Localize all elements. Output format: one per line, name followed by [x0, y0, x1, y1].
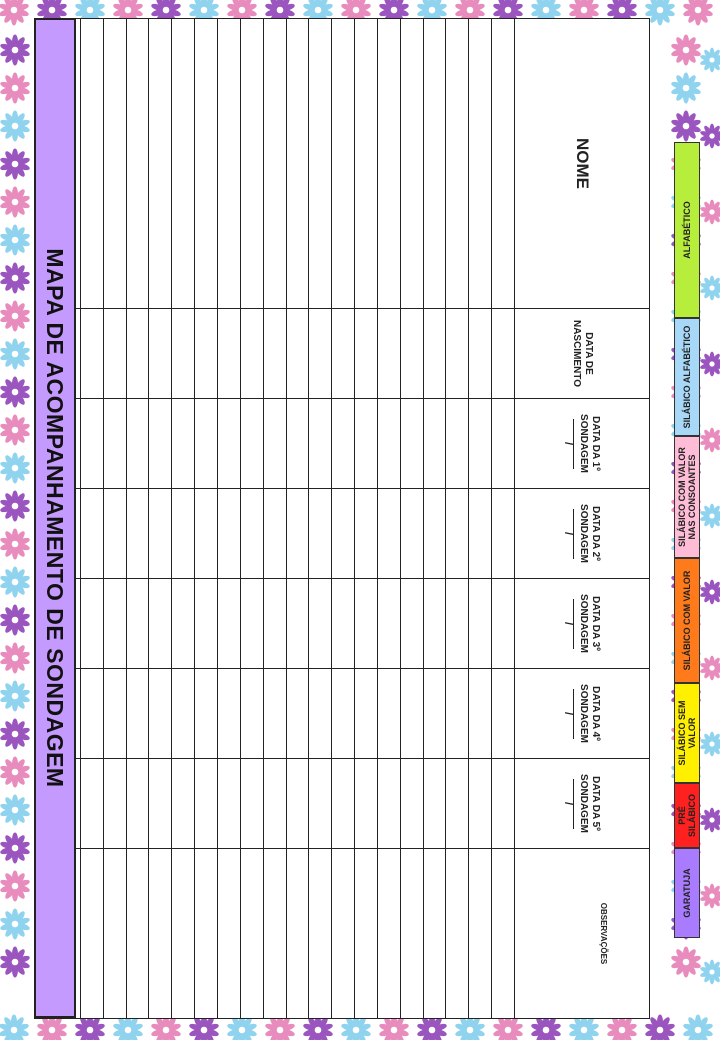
table-cell[interactable] — [149, 309, 172, 399]
page-title: MAPA DE ACOMPANHAMENTO DE SONDAGEM — [42, 248, 69, 788]
legend-item — [674, 142, 700, 318]
table-cell[interactable] — [446, 849, 469, 1019]
daisy-flower-icon — [670, 35, 701, 66]
table-cell[interactable] — [355, 399, 378, 489]
table-cell[interactable] — [149, 399, 172, 489]
date-slash: / — [563, 419, 575, 469]
header-birth-date — [515, 309, 650, 399]
table-row — [126, 19, 149, 1019]
table-cell[interactable] — [377, 669, 400, 759]
table-cell[interactable] — [195, 19, 218, 309]
table-cell[interactable] — [172, 669, 195, 759]
table-cell[interactable] — [103, 399, 126, 489]
table-cell[interactable] — [195, 849, 218, 1019]
table-cell[interactable] — [309, 309, 332, 399]
table-cell[interactable] — [355, 849, 378, 1019]
daisy-flower-icon — [700, 124, 720, 149]
table-cell[interactable] — [172, 19, 195, 309]
table-cell[interactable] — [126, 399, 149, 489]
table-cell[interactable] — [263, 669, 286, 759]
table-cell[interactable] — [423, 489, 446, 579]
table-cell[interactable] — [377, 849, 400, 1019]
table-cell[interactable] — [309, 669, 332, 759]
daisy-flower-icon — [0, 377, 31, 408]
daisy-flower-icon — [700, 504, 720, 529]
header-name: NOME — [515, 19, 650, 309]
tracking-table — [34, 18, 650, 1019]
table-cell[interactable] — [218, 399, 241, 489]
daisy-flower-icon — [700, 656, 720, 681]
table-row — [286, 19, 309, 1019]
table-cell[interactable] — [377, 19, 400, 309]
daisy-flower-icon — [0, 225, 31, 256]
legend-item-label: SILÁBICO SEM VALOR — [677, 700, 697, 766]
daisy-flower-icon — [0, 35, 31, 66]
table-row — [103, 19, 126, 1019]
table-cell[interactable] — [469, 669, 492, 759]
daisy-flower-icon — [700, 352, 720, 377]
table-cell[interactable] — [80, 489, 103, 579]
daisy-flower-icon — [682, 0, 713, 25]
table-cell[interactable] — [172, 759, 195, 849]
table-cell[interactable] — [126, 489, 149, 579]
table-row — [332, 19, 355, 1019]
table-cell[interactable] — [195, 579, 218, 669]
table-cell[interactable] — [240, 669, 263, 759]
table-cell[interactable] — [126, 849, 149, 1019]
table-cell[interactable] — [309, 399, 332, 489]
table-cell[interactable] — [469, 19, 492, 309]
table-cell[interactable] — [492, 19, 515, 309]
daisy-flower-icon — [670, 73, 701, 104]
table-cell[interactable] — [332, 309, 355, 399]
table-cell[interactable] — [80, 669, 103, 759]
table-cell[interactable] — [469, 849, 492, 1019]
table-cell[interactable] — [446, 489, 469, 579]
header-probe-3-label: DATA DA 3º SONDAGEM — [578, 594, 602, 653]
daisy-flower-icon — [0, 415, 31, 446]
table-cell[interactable] — [149, 19, 172, 309]
table-row — [218, 19, 241, 1019]
table-cell[interactable] — [400, 759, 423, 849]
table-cell[interactable] — [126, 579, 149, 669]
legend-row — [674, 142, 700, 938]
table-cell[interactable] — [332, 579, 355, 669]
table-cell[interactable] — [218, 759, 241, 849]
table-cell[interactable] — [103, 579, 126, 669]
table-cell[interactable] — [103, 309, 126, 399]
table-cell[interactable] — [377, 399, 400, 489]
table-cell[interactable] — [423, 759, 446, 849]
table-cell[interactable] — [286, 309, 309, 399]
table-row — [355, 19, 378, 1019]
table-cell[interactable] — [286, 759, 309, 849]
table-cell[interactable] — [400, 579, 423, 669]
table-cell[interactable] — [355, 309, 378, 399]
daisy-flower-icon — [0, 947, 31, 978]
table-cell[interactable] — [240, 489, 263, 579]
table-cell[interactable] — [423, 309, 446, 399]
table-cell[interactable] — [263, 759, 286, 849]
header-probe-4 — [515, 669, 650, 759]
table-cell[interactable] — [423, 579, 446, 669]
daisy-flower-icon — [0, 73, 31, 104]
table-cell[interactable] — [446, 19, 469, 309]
legend-item-label: GARATUJA — [682, 868, 692, 918]
table-cell[interactable] — [80, 759, 103, 849]
table-cell[interactable] — [446, 399, 469, 489]
table-cell[interactable] — [126, 759, 149, 849]
header-probe-2 — [515, 489, 650, 579]
table-row — [423, 19, 446, 1019]
table-cell[interactable] — [103, 489, 126, 579]
table-cell[interactable] — [332, 399, 355, 489]
header-probe-2-label: DATA DA 2º SONDAGEM — [578, 504, 602, 563]
table-cell[interactable] — [103, 669, 126, 759]
legend-item — [674, 783, 700, 848]
table-cell[interactable] — [149, 489, 172, 579]
table-cell[interactable] — [332, 669, 355, 759]
daisy-flower-icon — [700, 276, 720, 301]
table-cell[interactable] — [309, 759, 332, 849]
sondagem-sheet — [34, 18, 650, 1018]
title-bar — [34, 18, 76, 1018]
table-cell[interactable] — [469, 759, 492, 849]
table-cell[interactable] — [446, 669, 469, 759]
table-cell[interactable] — [492, 489, 515, 579]
table-cell[interactable] — [172, 849, 195, 1019]
legend-item-label: SILÁBICO ALFABÉTICO — [682, 325, 692, 429]
table-cell[interactable] — [355, 489, 378, 579]
table-cell[interactable] — [309, 19, 332, 309]
table-cell[interactable] — [195, 669, 218, 759]
table-cell[interactable] — [195, 399, 218, 489]
table-cell[interactable] — [263, 849, 286, 1019]
table-cell[interactable] — [240, 579, 263, 669]
daisy-flower-icon — [0, 757, 31, 788]
table-row — [195, 19, 218, 1019]
daisy-flower-icon — [670, 111, 701, 142]
table-cell[interactable] — [263, 309, 286, 399]
table-cell[interactable] — [355, 19, 378, 309]
table-cell[interactable] — [469, 309, 492, 399]
table-cell[interactable] — [218, 19, 241, 309]
table-cell[interactable] — [400, 669, 423, 759]
table-cell[interactable] — [80, 399, 103, 489]
daisy-flower-icon — [0, 263, 31, 294]
table-cell[interactable] — [492, 669, 515, 759]
table-cell[interactable] — [400, 19, 423, 309]
table-cell[interactable] — [103, 19, 126, 309]
legend-item — [674, 848, 700, 938]
legend-item-label: PRÉ SILÁBICO — [677, 794, 697, 838]
table-cell[interactable] — [240, 399, 263, 489]
table-row — [263, 19, 286, 1019]
table-cell[interactable] — [400, 489, 423, 579]
table-cell[interactable] — [218, 489, 241, 579]
table-cell[interactable] — [126, 669, 149, 759]
daisy-flower-icon — [700, 808, 720, 833]
table-cell[interactable] — [263, 579, 286, 669]
table-row — [309, 19, 332, 1019]
table-row — [80, 19, 103, 1019]
daisy-flower-icon — [700, 884, 720, 909]
daisy-flower-icon — [0, 681, 31, 712]
table-cell[interactable] — [286, 489, 309, 579]
daisy-flower-icon — [0, 719, 31, 750]
daisy-flower-icon — [0, 187, 31, 218]
header-probe-1 — [515, 399, 650, 489]
table-cell[interactable] — [218, 849, 241, 1019]
table-cell[interactable] — [332, 489, 355, 579]
table-cell[interactable] — [103, 849, 126, 1019]
table-cell[interactable] — [126, 19, 149, 309]
table-cell[interactable] — [492, 399, 515, 489]
table-cell[interactable] — [492, 579, 515, 669]
table-cell[interactable] — [309, 489, 332, 579]
daisy-flower-icon — [700, 732, 720, 757]
table-row — [377, 19, 400, 1019]
table-cell[interactable] — [446, 309, 469, 399]
date-slash: / — [563, 599, 575, 649]
daisy-flower-icon — [0, 301, 31, 332]
daisy-flower-icon — [0, 529, 31, 560]
table-cell[interactable] — [103, 759, 126, 849]
table-cell[interactable] — [400, 309, 423, 399]
daisy-flower-icon — [0, 643, 31, 674]
table-row — [240, 19, 263, 1019]
daisy-flower-icon — [0, 795, 31, 826]
table-row — [400, 19, 423, 1019]
daisy-flower-icon — [700, 580, 720, 605]
table-row — [492, 19, 515, 1019]
table-cell[interactable] — [309, 849, 332, 1019]
legend-item-label: SILÁBICO COM VALOR NAS CONSOANTES — [677, 447, 697, 547]
daisy-flower-icon — [0, 0, 30, 25]
table-cell[interactable] — [469, 489, 492, 579]
date-slash: / — [563, 779, 575, 829]
legend-item — [674, 318, 700, 436]
header-observations: OBSERVAÇÕES — [515, 849, 650, 1019]
daisy-flower-icon — [0, 567, 31, 598]
table-cell[interactable] — [218, 309, 241, 399]
daisy-flower-icon — [0, 909, 31, 940]
table-cell[interactable] — [355, 759, 378, 849]
daisy-flower-icon — [700, 200, 720, 225]
legend-item-label: ALFABÉTICO — [682, 201, 692, 259]
table-cell[interactable] — [423, 19, 446, 309]
table-cell[interactable] — [195, 759, 218, 849]
table-cell[interactable] — [240, 759, 263, 849]
header-probe-1-label: DATA DA 1º SONDAGEM — [578, 414, 602, 473]
table-cell[interactable] — [80, 309, 103, 399]
table-cell[interactable] — [332, 759, 355, 849]
table-cell[interactable] — [377, 309, 400, 399]
table-cell[interactable] — [423, 849, 446, 1019]
legend-item — [674, 436, 700, 558]
table-row — [149, 19, 172, 1019]
table-cell[interactable] — [195, 489, 218, 579]
table-cell[interactable] — [286, 19, 309, 309]
header-probe-5 — [515, 759, 650, 849]
table-cell[interactable] — [172, 399, 195, 489]
daisy-flower-icon — [670, 947, 701, 978]
table-cell[interactable] — [377, 489, 400, 579]
table-cell[interactable] — [80, 579, 103, 669]
table-cell[interactable] — [469, 399, 492, 489]
table-cell[interactable] — [355, 579, 378, 669]
daisy-flower-icon — [700, 960, 720, 985]
daisy-flower-icon — [0, 605, 31, 636]
table-cell[interactable] — [172, 579, 195, 669]
table-cell[interactable] — [218, 579, 241, 669]
legend-item — [674, 558, 700, 683]
table-cell[interactable] — [126, 309, 149, 399]
table-cell[interactable] — [263, 19, 286, 309]
table-cell[interactable] — [240, 19, 263, 309]
table-row — [172, 19, 195, 1019]
legend-item-label: SILÁBICO COM VALOR — [682, 570, 692, 671]
table-cell[interactable] — [446, 759, 469, 849]
table-cell[interactable] — [492, 309, 515, 399]
table-cell[interactable] — [80, 849, 103, 1019]
rotated-sheet-content — [34, 18, 650, 1018]
table-cell[interactable] — [286, 669, 309, 759]
header-probe-5-label: DATA DA 5º SONDAGEM — [578, 774, 602, 833]
table-cell[interactable] — [309, 579, 332, 669]
table-cell[interactable] — [80, 19, 103, 309]
table-cell[interactable] — [400, 849, 423, 1019]
daisy-flower-icon — [0, 1015, 30, 1040]
table-cell[interactable] — [286, 849, 309, 1019]
daisy-flower-icon — [0, 111, 31, 142]
table-cell[interactable] — [423, 399, 446, 489]
daisy-flower-icon — [700, 48, 720, 73]
daisy-flower-icon — [0, 833, 31, 864]
table-cell[interactable] — [286, 579, 309, 669]
table-cell[interactable] — [172, 309, 195, 399]
table-cell[interactable] — [492, 849, 515, 1019]
daisy-flower-icon — [0, 149, 31, 180]
daisy-flower-icon — [0, 453, 31, 484]
table-cell[interactable] — [240, 849, 263, 1019]
table-cell[interactable] — [149, 579, 172, 669]
table-cell[interactable] — [195, 309, 218, 399]
header-probe-3 — [515, 579, 650, 669]
table-cell[interactable] — [286, 399, 309, 489]
table-cell[interactable] — [355, 669, 378, 759]
table-cell[interactable] — [263, 489, 286, 579]
table-body — [35, 19, 515, 1019]
table-cell[interactable] — [240, 309, 263, 399]
header-probe-4-label: DATA DA 4º SONDAGEM — [578, 684, 602, 743]
table-row — [469, 19, 492, 1019]
table-cell[interactable] — [149, 669, 172, 759]
date-slash: / — [563, 689, 575, 739]
table-cell[interactable] — [492, 759, 515, 849]
daisy-flower-icon — [0, 871, 31, 902]
table-header-row — [515, 19, 650, 1019]
date-slash: / — [563, 509, 575, 559]
table-cell[interactable] — [446, 579, 469, 669]
table-cell[interactable] — [149, 849, 172, 1019]
table-cell[interactable] — [423, 669, 446, 759]
table-cell[interactable] — [149, 759, 172, 849]
table-cell[interactable] — [400, 399, 423, 489]
daisy-flower-icon — [682, 1015, 713, 1040]
table-cell[interactable] — [332, 849, 355, 1019]
table-cell[interactable] — [377, 579, 400, 669]
table-cell[interactable] — [172, 489, 195, 579]
daisy-flower-icon — [700, 428, 720, 453]
header-birth-date-label: DATA DE NASCIMENTO — [571, 319, 594, 388]
daisy-flower-icon — [0, 339, 31, 370]
table-cell[interactable] — [377, 759, 400, 849]
table-cell[interactable] — [469, 579, 492, 669]
table-row — [446, 19, 469, 1019]
table-cell[interactable] — [263, 399, 286, 489]
hypothesis-legend — [674, 142, 700, 938]
daisy-flower-icon — [0, 491, 31, 522]
table-cell[interactable] — [218, 669, 241, 759]
legend-item — [674, 683, 700, 783]
table-cell[interactable] — [332, 19, 355, 309]
